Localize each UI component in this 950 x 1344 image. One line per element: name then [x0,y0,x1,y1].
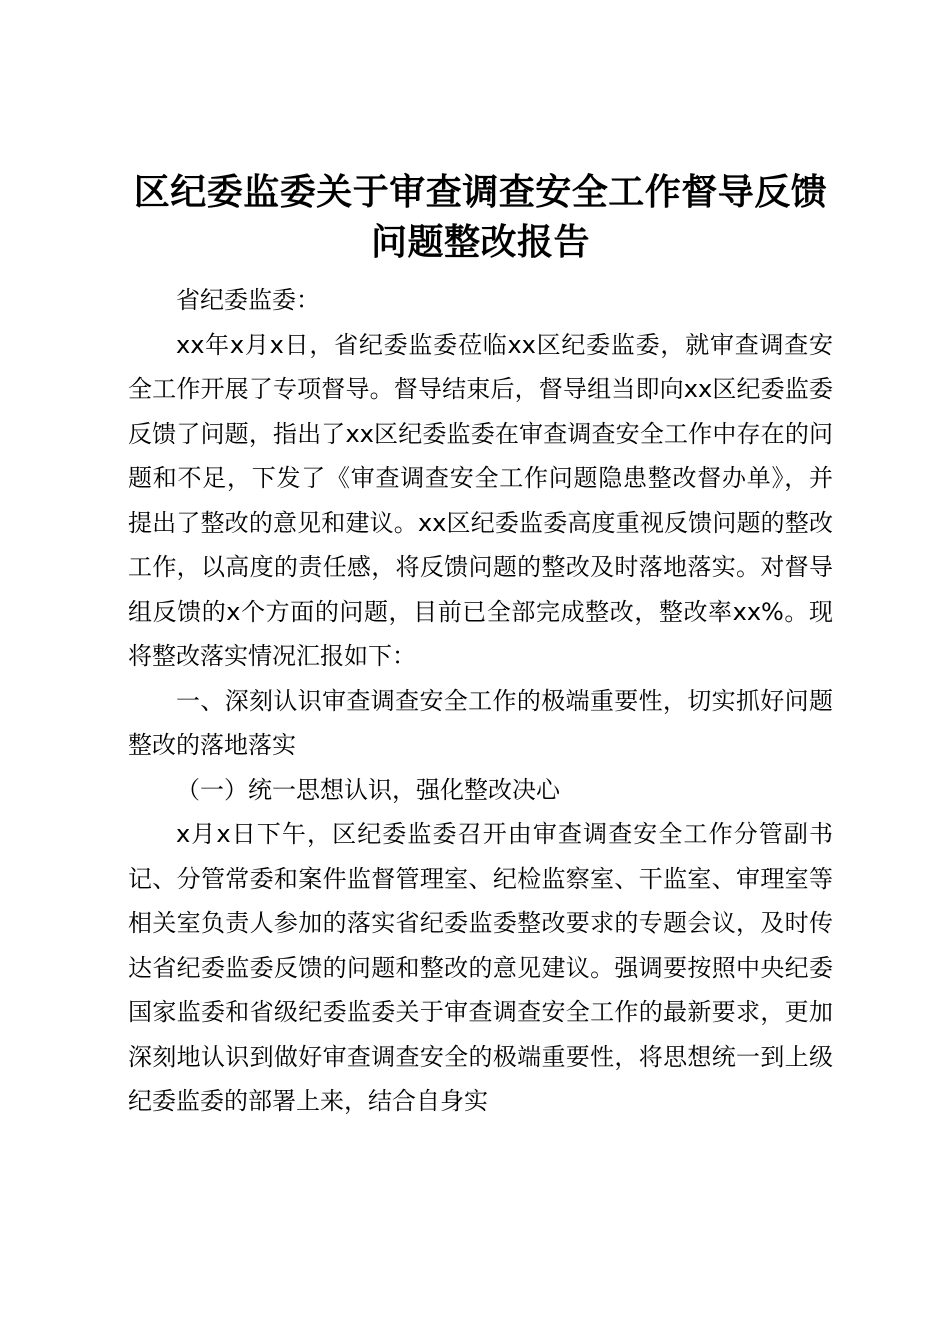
paragraph-body: x月x日下午，区纪委监委召开由审查调查安全工作分管副书记、分管常委和案件监督管理室、纪检监察室、干监室、审理室等相关室负责人参加的落实省纪委监委整改要求的专题会议，及时传达省纪委监委反馈的问题和整改的意见建议。强调要按照中央纪委国家监委和省级纪委监委关于审查调查安全工作的最新要求，更加深刻地认识到做好审查调查安全的极端重要性，将思想统一到上级纪委监委的部署上来，结合自身实 [128,820,833,1115]
paragraph-intro: xx年x月x日，省纪委监委莅临xx区纪委监委，就审查调查安全工作开展了专项督导。督导结束后，督导组当即向xx区纪委监委反馈了问题，指出了xx区纪委监委在审查调查安全工作中存在的问题和不足，下发了《审查调查安全工作问题隐患整改督办单》，并提出了整改的意见和建议。xx区纪委监委高度重视反馈问题的整改工作，以高度的责任感，将反馈问题的整改及时落地落实。对督导组反馈的x个方面的问题，目前已全部完成整改，整改率xx%。现将整改落实情况汇报如下： [128,330,833,670]
document-title: 区纪委监委关于审查调查安全工作督导反馈问题整改报告 [133,172,828,263]
section-heading-1: 一、深刻认识审查调查安全工作的极端重要性，切实抓好问题整改的落地落实 [128,686,833,759]
document-body [128,168,833,1124]
salutation: 省纪委监委： [176,286,320,314]
subsection-heading-1: （一）统一思想认识，强化整改决心 [176,775,560,804]
